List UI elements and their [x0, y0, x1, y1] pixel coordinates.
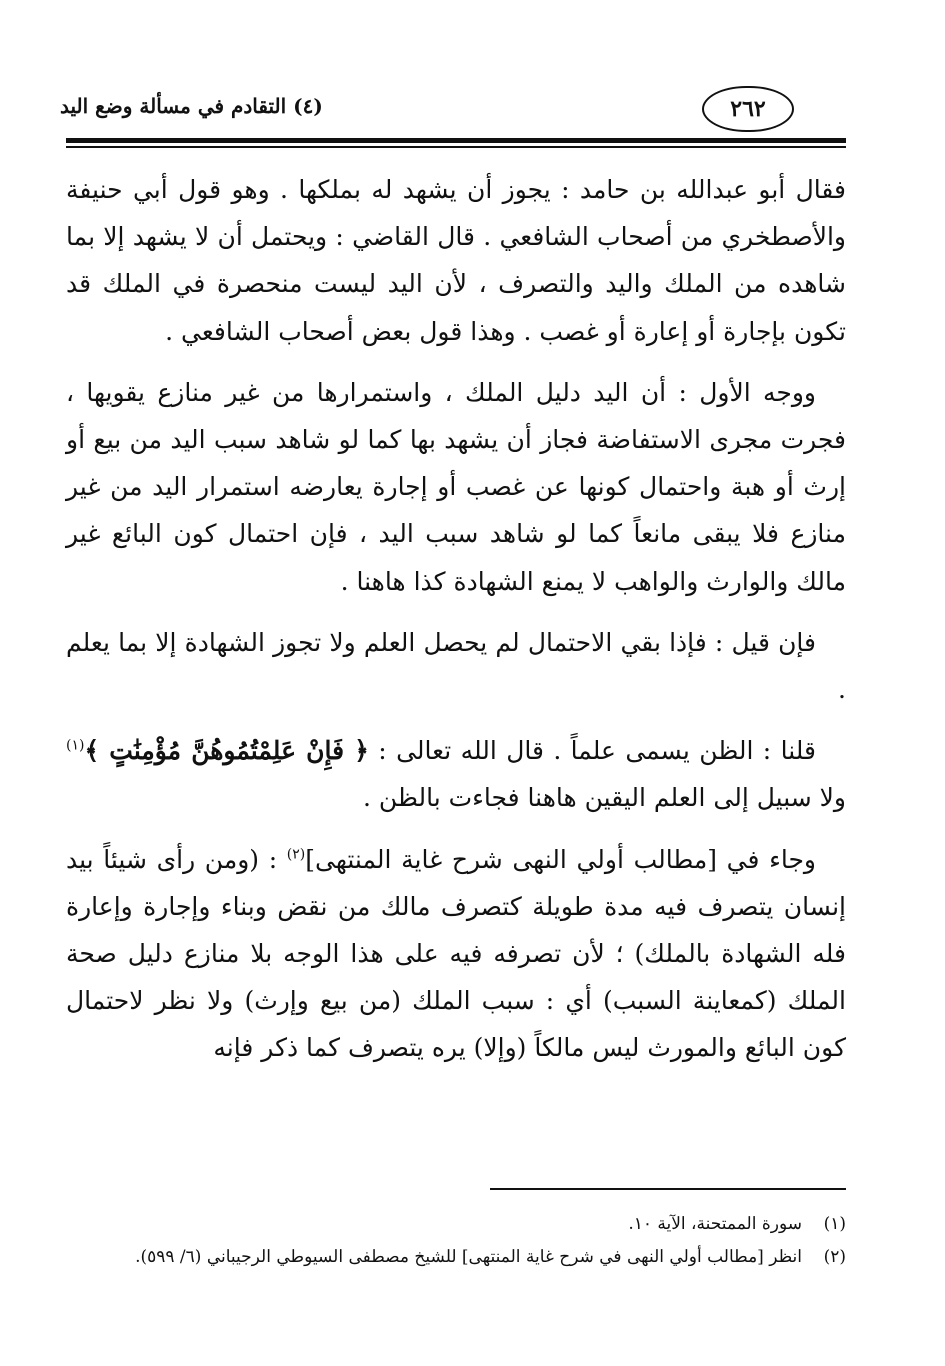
footnote-separator [490, 1188, 846, 1190]
paragraph-2: ووجه الأول : أن اليد دليل الملك ، واستمرارها من غير منازع يقويها ، فجرت مجرى الاستفاضة فجاز أن يشهد بها كما لو شاهد سبب اليد من بيع أو إرث أو هبة واحتمال كونها عن غصب أو إجارة يعارضه استمرار اليد من غير منازع فلا يبقى مانعاً كما لو شاهد سبب اليد ، فإن احتمال كون البائع غير مالك والوارث والواهب لا يمنع الشهادة كذا هاهنا . [66, 377, 846, 596]
header-rule-thick [66, 138, 846, 143]
footnote-2 [66, 1241, 846, 1274]
footnote-1 [66, 1208, 846, 1241]
footnote-text: سورة الممتحنة، الآية ١٠. [628, 1214, 802, 1234]
quran-verse: ﴿ فَإِنْ عَلِمْتُمُوهُنَّ مُؤْمِنَٰتٍ ﴾ [84, 736, 369, 766]
paragraph-4 [66, 727, 846, 821]
footnote-number: (٢) [823, 1247, 846, 1267]
footnote-ref-1: (١) [66, 737, 85, 754]
footnote-ref-2: (٢) [286, 846, 306, 863]
running-title: (٤) التقادم في مسألة وضع اليد [60, 94, 323, 118]
footnote-text: انظر [مطالب أولي النهى في شرح غاية المنتهى] للشيخ مصطفى السيوطي الرجيباني (٦/ ٥٩٩). [135, 1247, 802, 1267]
header-rule-thin [66, 146, 846, 148]
paragraph-3: فإن قيل : فإذا بقي الاحتمال لم يحصل العلم ولا تجوز الشهادة إلا بما يعلم . [66, 627, 846, 705]
page-number: ٢٦٢ [702, 86, 794, 132]
paragraph-5 [66, 836, 846, 1072]
paragraph-4-lead: قلنا : الظن يسمى علماً . قال الله تعالى : [368, 736, 816, 766]
footnotes [66, 1208, 846, 1274]
paragraph-5-tail: : (ومن رأى شيئاً بيد إنسان يتصرف فيه مدة طويلة كتصرف مالك من نقض وبناء وإجارة وإعارة فله الشهادة بالملك) ؛ لأن تصرفه فيه على هذا الوجه بلا منازع دليل صحة الملك (كمعاينة السبب) أي : سبب الملك (من بيع وإرث) ولا نظر لاحتمال كون البائع والمورث ليس مالكاً (وإلا) يره يتصرف كما ذكر فإنه [66, 844, 846, 1063]
footnote-number: (١) [823, 1214, 846, 1234]
body-text [66, 166, 846, 1072]
paragraph-4-tail: ولا سبيل إلى العلم اليقين هاهنا فجاءت بالظن . [363, 783, 846, 813]
paragraph-1: فقال أبو عبدالله بن حامد : يجوز أن يشهد له بملكها . وهو قول أبي حنيفة والأصطخري من أصحاب الشافعي . قال القاضي : ويحتمل أن لا يشهد إلا بما شاهده من الملك واليد والتصرف ، لأن اليد ليست منحصرة في الملك قد تكون بإجارة أو إعارة أو غصب . وهذا قول بعض أصحاب الشافعي . [66, 175, 846, 346]
paragraph-5-lead: وجاء في [مطالب أولي النهى شرح غاية المنتهى] [305, 844, 816, 874]
